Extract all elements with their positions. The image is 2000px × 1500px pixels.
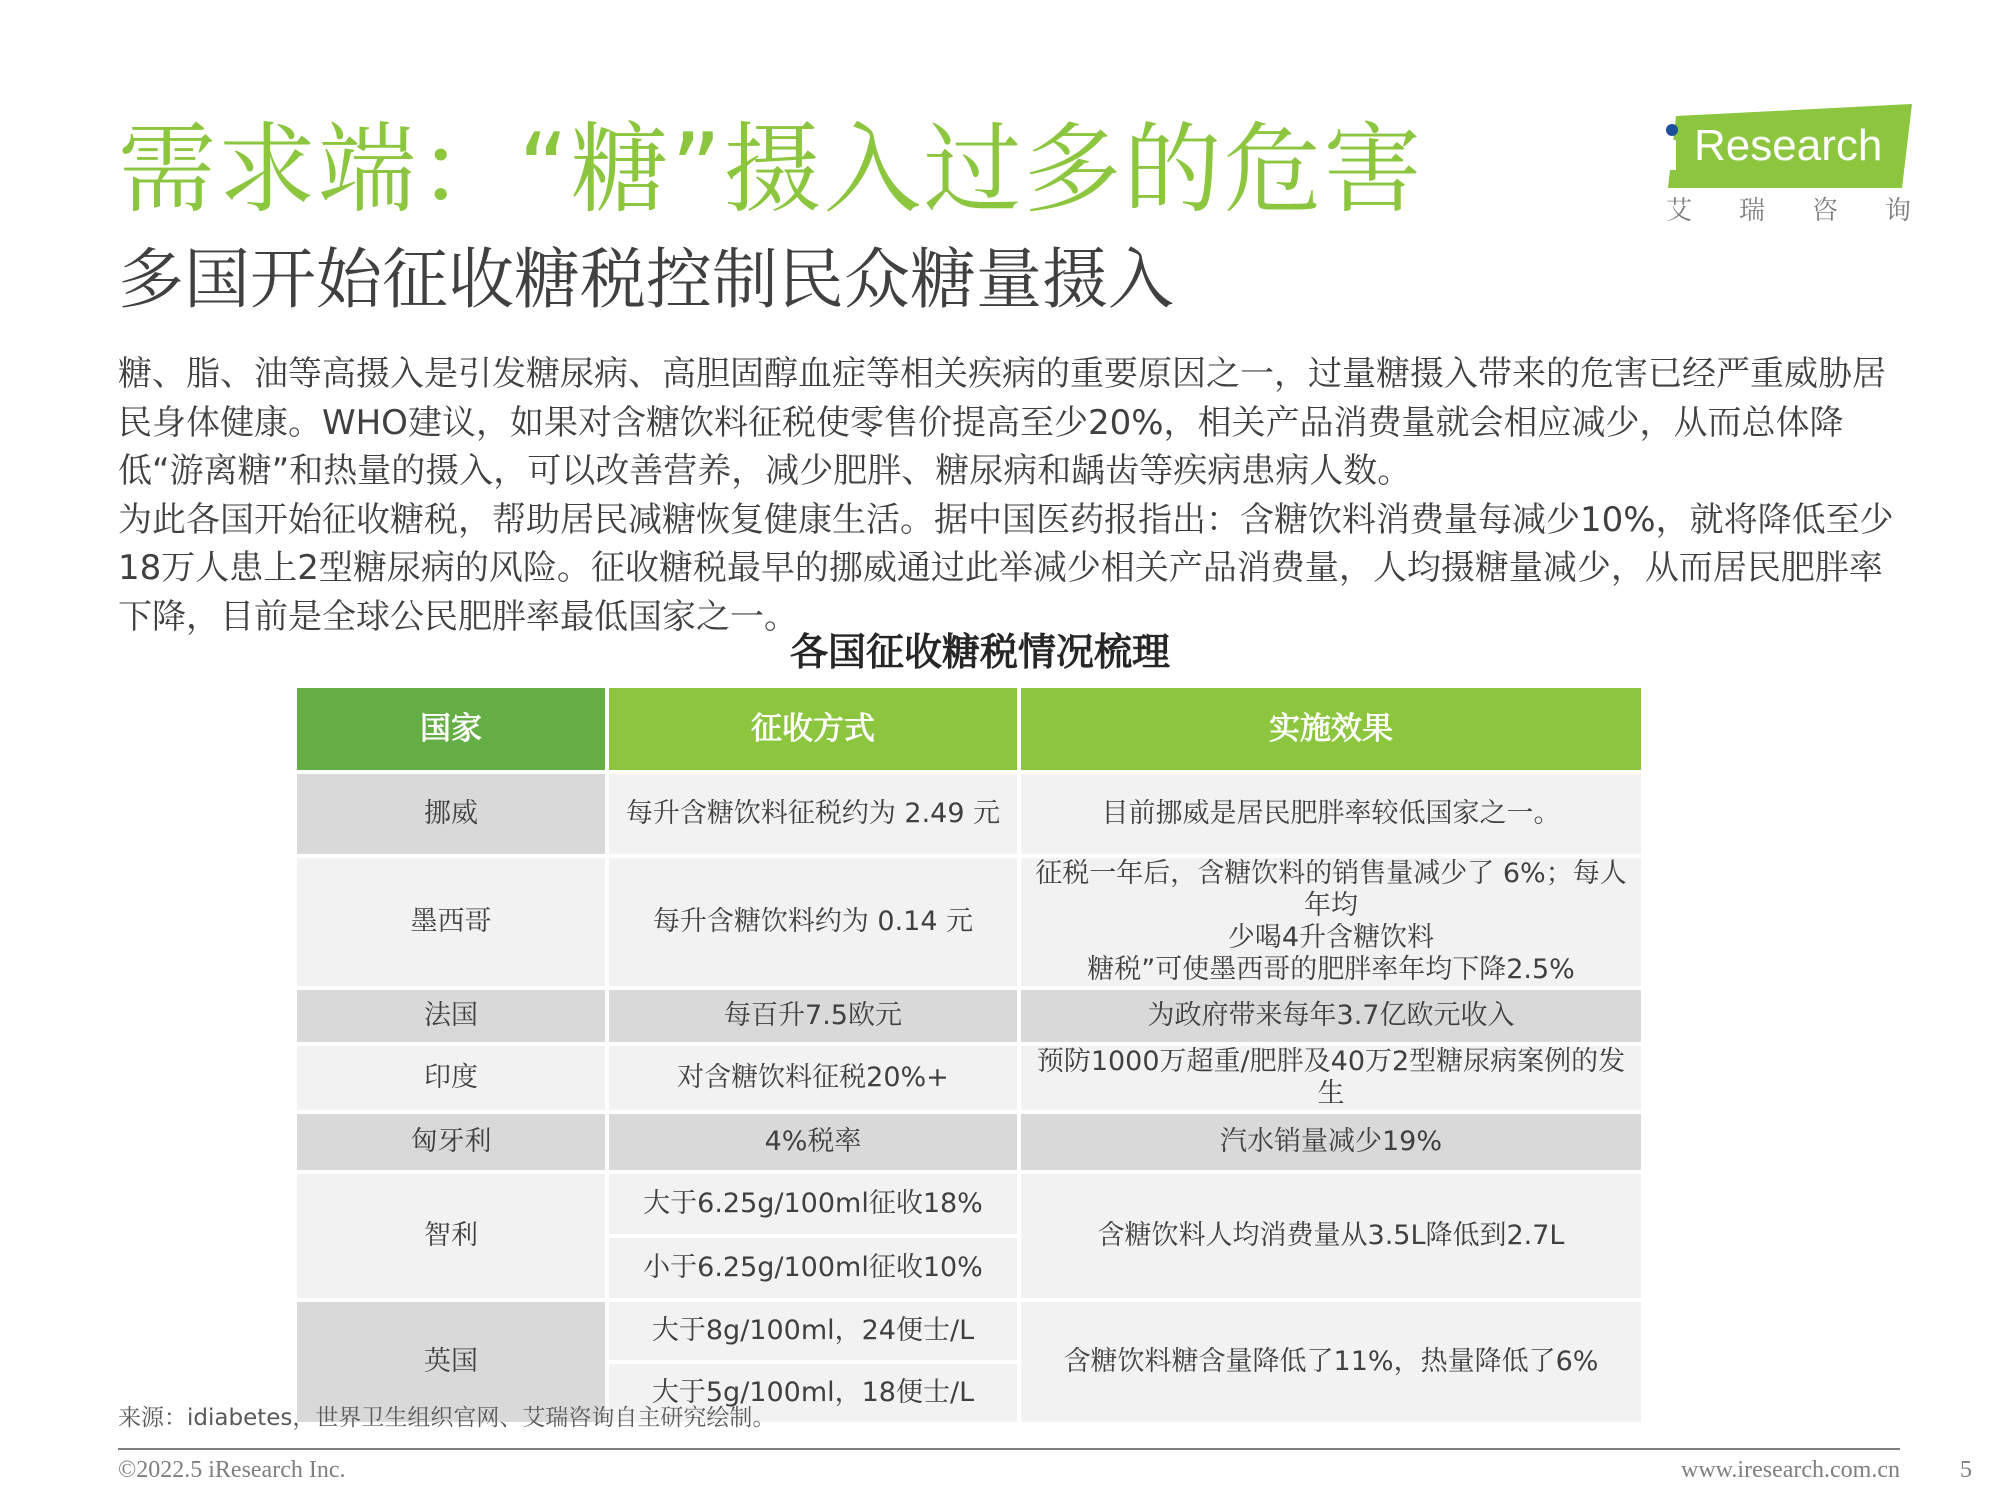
table-row [297,990,1641,1042]
table-row [297,1114,1641,1170]
sugar-tax-table [293,684,1645,1426]
cell-country: 印度 [297,1046,605,1110]
page-subtitle: 多国开始征收糖税控制民众糖量摄入 [118,241,1174,318]
body-text [118,350,1908,641]
table-header-row [297,688,1641,770]
cell-effect-line: 征税一年后，含糖饮料的销售量减少了 6%；每人年均 [1035,858,1627,921]
cell-country: 智利 [297,1174,605,1298]
body-paragraph-1: 糖、脂、油等高摄入是引发糖尿病、高胆固醇血症等相关疾病的重要原因之一，过量糖摄入带来的危害已经严重威胁居民身体健康。WHO建议，如果对含糖饮料征税使零售价提高至少20%，相关产品消费量就会相应减少，从而总体降低“游离糖”和热量的摄入，可以改善营养，减少肥胖、糖尿病和龋齿等疾病患病人数。 [118,354,1886,491]
table-row [297,1302,1641,1360]
iresearch-logo [1664,104,1959,232]
cell-method: 大于8g/100ml，24便士/L [609,1302,1017,1360]
logo-dot-icon [1666,124,1678,136]
cell-method: 小于6.25g/100ml征收10% [609,1238,1017,1298]
header-method: 征收方式 [609,688,1017,770]
website-link[interactable]: www.iresearch.com.cn [1680,1457,1900,1483]
header-effect: 实施效果 [1021,688,1641,770]
copyright: ©2022.5 iResearch Inc. [118,1457,346,1483]
page-number: 5 [1960,1457,1972,1483]
cell-method: 每百升7.5欧元 [609,990,1017,1042]
body-paragraph-2: 为此各国开始征收糖税，帮助居民减糖恢复健康生活。据中国医药报指出：含糖饮料消费量每减少10%，就将降低至少18万人患上2型糖尿病的风险。征收糖税最早的挪威通过此举减少相关产品消费量，人均摄糖量减少，从而居民肥胖率下降，目前是全球公民肥胖率最低国家之一。 [118,499,1894,637]
source-note: 来源：idiabetes，世界卫生组织官网、艾瑞咨询自主研究绘制。 [118,1405,776,1431]
logo-i-stem [1667,140,1676,170]
cell-effect: 汽水销量减少19% [1021,1114,1641,1170]
cell-country: 墨西哥 [297,858,605,986]
header-country: 国家 [297,688,605,770]
cell-effect: 预防1000万超重/肥胖及40万2型糖尿病案例的发生 [1021,1046,1641,1110]
table-row [297,1174,1641,1234]
table-row [297,774,1641,854]
cell-method: 对含糖饮料征税20%+ [609,1046,1017,1110]
cell-country: 法国 [297,990,605,1042]
cell-method: 每升含糖饮料征税约为 2.49 元 [609,774,1017,854]
cell-method: 大于5g/100ml，18便士/L [609,1364,1017,1422]
cell-effect: 为政府带来每年3.7亿欧元收入 [1021,990,1641,1042]
cell-effect [1021,858,1641,986]
cell-effect: 含糖饮料糖含量降低了11%，热量降低了6% [1021,1302,1641,1422]
cell-effect: 目前挪威是居民肥胖率较低国家之一。 [1021,774,1641,854]
cell-country: 匈牙利 [297,1114,605,1170]
page-title: 需求端：“糖”摄入过多的危害 [118,113,1424,227]
cell-effect-line: 糖税”可使墨西哥的肥胖率年均下降2.5% [1087,954,1575,985]
cell-effect-line: 少喝4升含糖饮料 [1227,922,1435,953]
cell-method: 大于6.25g/100ml征收18% [609,1174,1017,1234]
logo-chinese-name: 艾瑞咨询 [1666,196,1959,226]
footer-divider [118,1448,1900,1450]
logo-wordmark: Research [1694,121,1883,170]
cell-country: 英国 [297,1302,605,1422]
cell-country: 挪威 [297,774,605,854]
cell-method: 每升含糖饮料约为 0.14 元 [609,858,1017,986]
table-row [297,858,1641,986]
table-row [297,1046,1641,1110]
cell-method: 4%税率 [609,1114,1017,1170]
table-title: 各国征收糖税情况梳理 [789,630,1170,674]
cell-effect: 含糖饮料人均消费量从3.5L降低到2.7L [1021,1174,1641,1298]
